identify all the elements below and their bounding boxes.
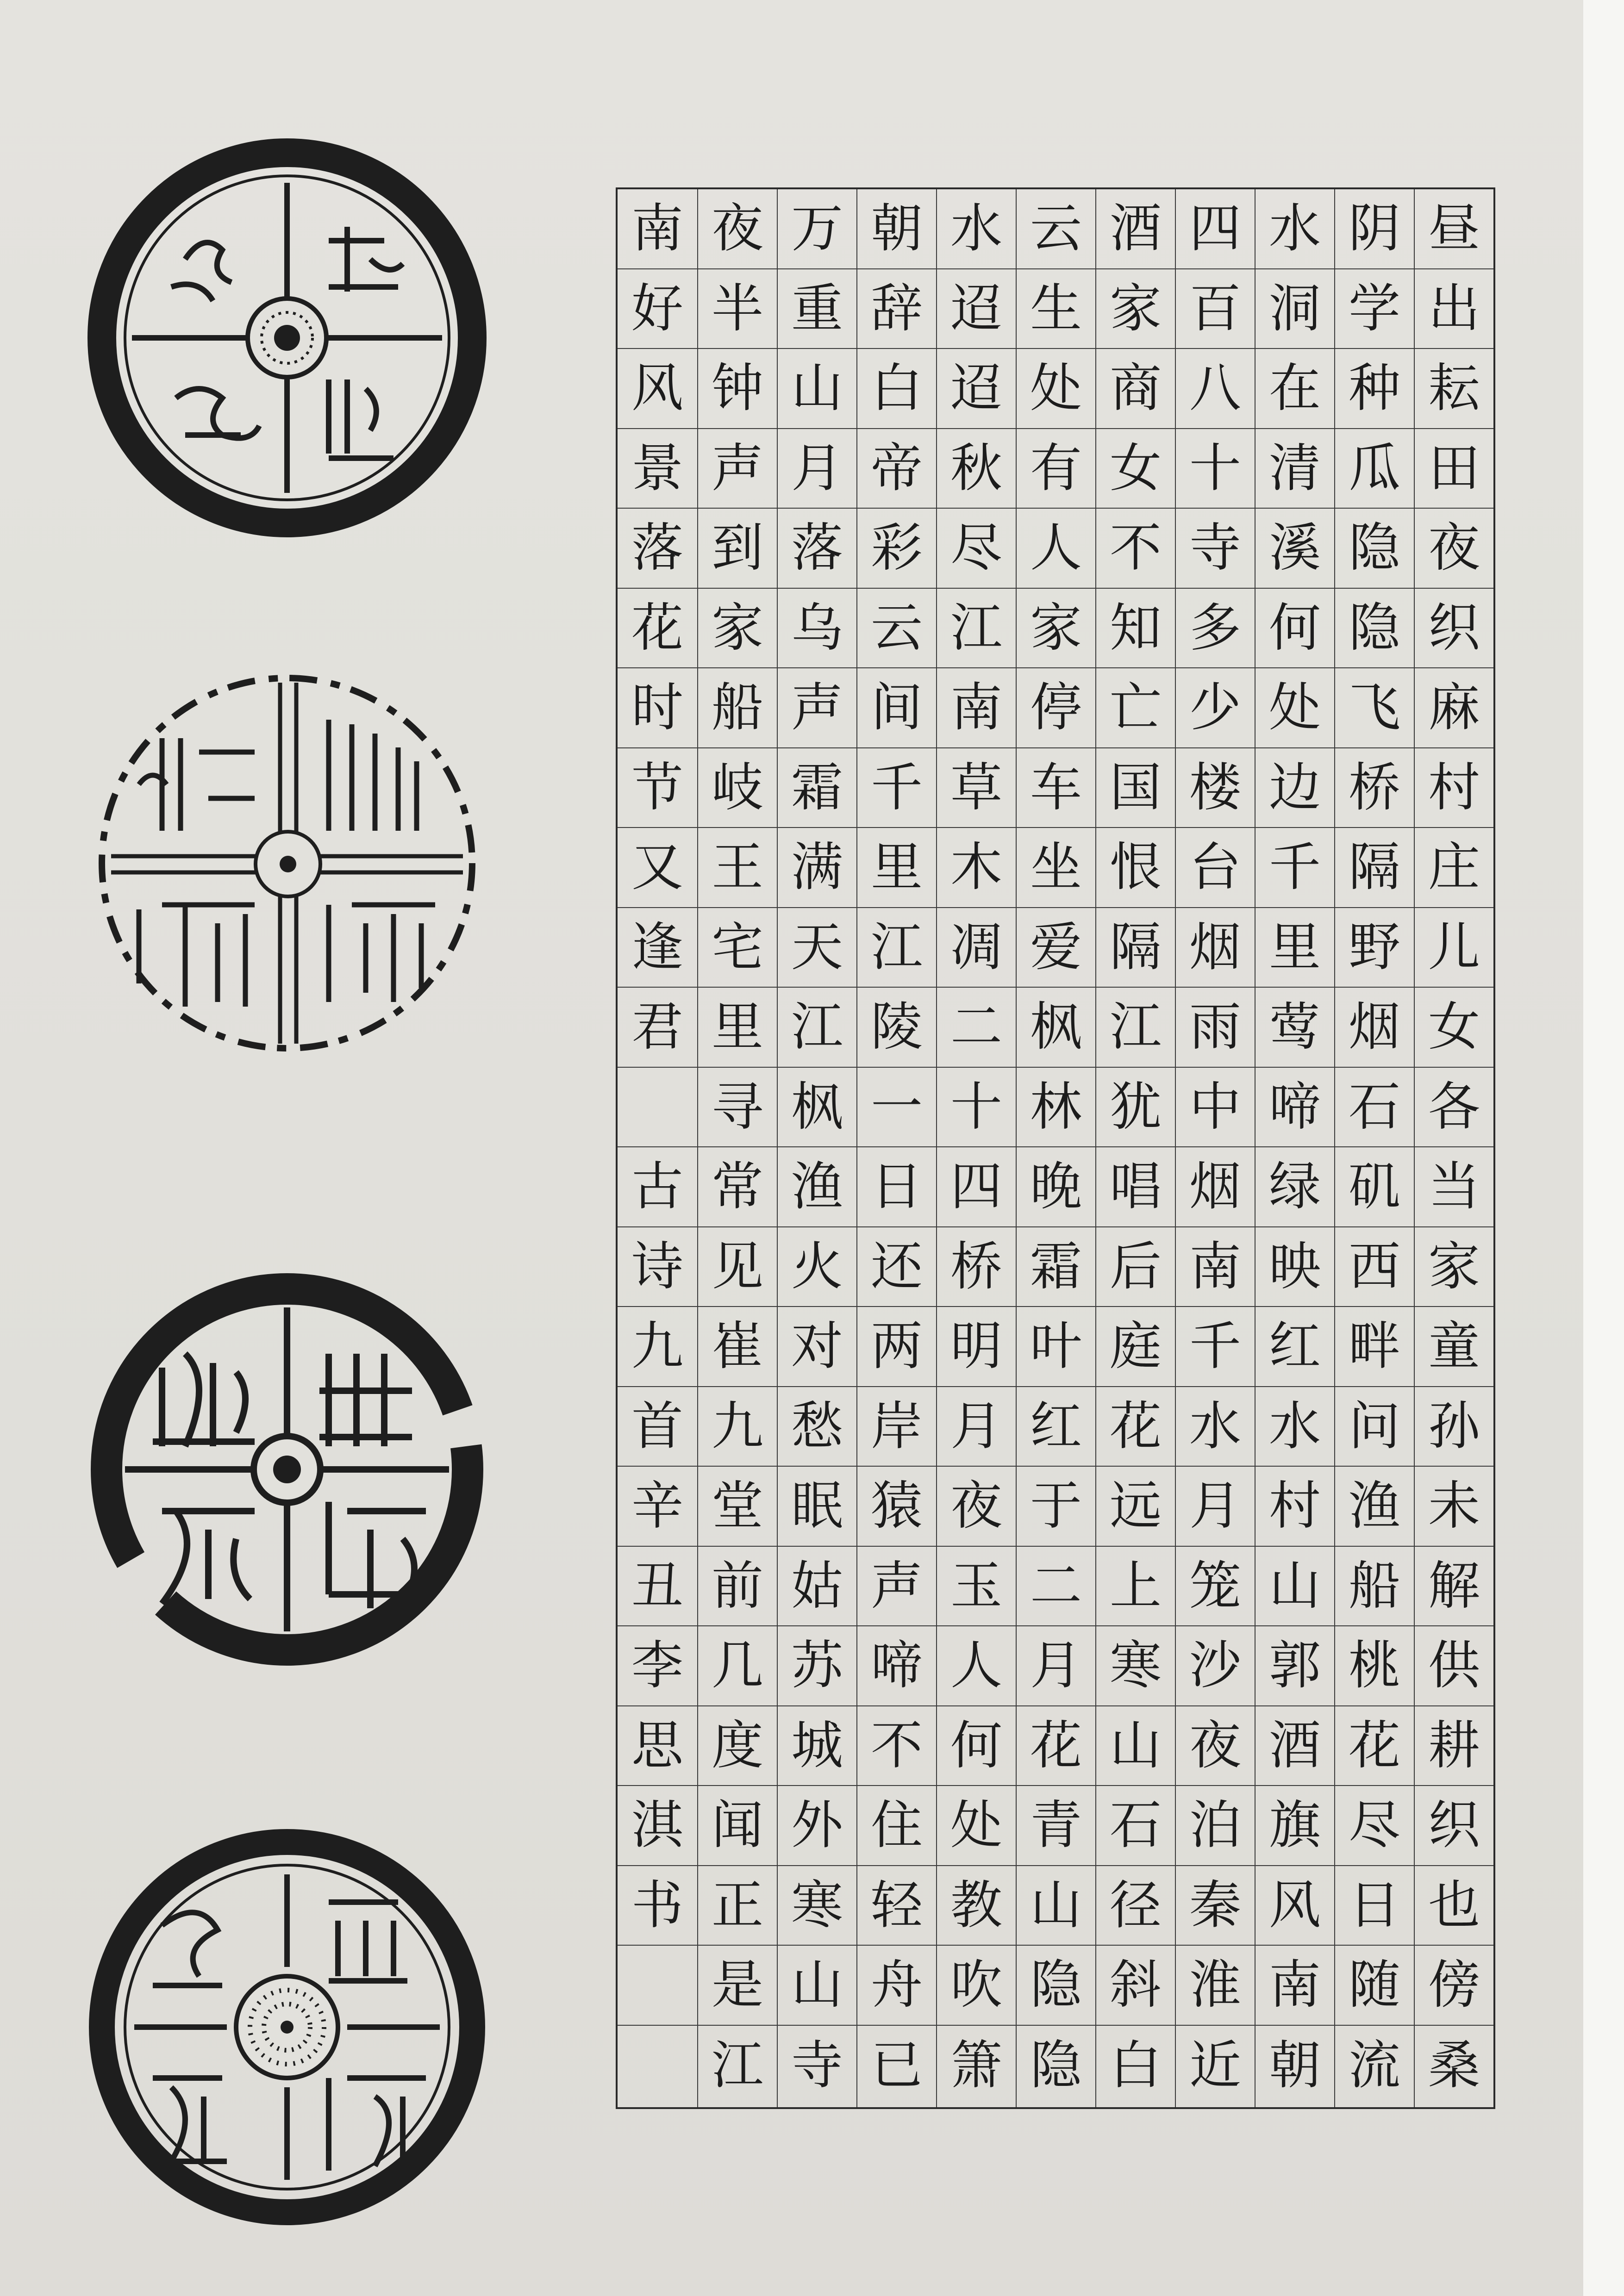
grid-cell: 九 [618, 1307, 697, 1387]
grid-cell: 辛 [618, 1467, 697, 1547]
grid-cell: 九 [698, 1387, 777, 1467]
grid-cell: 白 [857, 349, 936, 429]
grid-cell: 近 [1189, 2035, 1241, 2096]
grid-cell [618, 1068, 697, 1148]
grid-cell: 沙 [1176, 1626, 1255, 1706]
grid-cell: 寒 [778, 1866, 856, 1946]
grid-cell: 径 [1096, 1866, 1175, 1946]
grid-cell: 飞 [1335, 668, 1414, 748]
grid-cell: 晚 [1017, 1147, 1095, 1227]
grid-cell: 桃 [1335, 1626, 1414, 1706]
grid-cell: 木 [937, 828, 1016, 908]
grid-cell: 日 [857, 1147, 936, 1227]
grid-cell: 村 [1415, 748, 1493, 828]
grid-cell: 随 [1335, 1946, 1414, 2026]
seal-2-image [69, 646, 509, 1085]
grid-cell: 时 [618, 668, 697, 748]
grid-cell: 还 [857, 1227, 936, 1307]
grid-cell: 猿 [857, 1467, 936, 1547]
grid-cell: 玉 [937, 1547, 1016, 1627]
grid-cell: 夜 [937, 1467, 1016, 1547]
grid-column [777, 189, 856, 2107]
grid-cell: 山 [778, 349, 856, 429]
grid-cell: 城 [778, 1706, 856, 1786]
grid-cell: 又 [618, 828, 697, 908]
grid-cell: 隐 [1335, 509, 1414, 589]
grid-cell: 家 [698, 589, 777, 669]
grid-cell: 阴 [1335, 189, 1414, 269]
grid-cell: 桥 [1335, 748, 1414, 828]
grid-cell: 家 [1415, 1227, 1493, 1307]
grid-cell: 天 [778, 908, 856, 988]
grid-cell: 落 [618, 509, 697, 589]
grid-cell: 枫 [1017, 988, 1095, 1068]
grid-cell: 千 [1255, 828, 1334, 908]
grid-cell: 庄 [1415, 828, 1493, 908]
grid-cell: 生 [1017, 269, 1095, 349]
grid-cell: 陵 [857, 988, 936, 1068]
grid-cell: 云 [1017, 189, 1095, 269]
grid-cell: 洞 [1255, 269, 1334, 349]
grid-cell: 渔 [1335, 1467, 1414, 1547]
grid-cell: 两 [857, 1307, 936, 1387]
grid-cell: 庭 [1096, 1307, 1175, 1387]
grid-cell: 恨 [1096, 828, 1175, 908]
grid-cell: 家 [1017, 589, 1095, 669]
grid-cell: 郭 [1255, 1626, 1334, 1706]
grid-cell: 西 [1335, 1227, 1414, 1307]
grid-cell: 啼 [857, 1626, 936, 1706]
grid-cell: 处 [1255, 668, 1334, 748]
grid-cell: 书 [618, 1866, 697, 1946]
grid-cell: 明 [937, 1307, 1016, 1387]
grid-cell: 岐 [698, 748, 777, 828]
grid-cell: 南 [1255, 1946, 1334, 2026]
grid-cell: 好 [618, 269, 697, 349]
grid-cell: 供 [1415, 1626, 1493, 1706]
grid-column [1334, 189, 1414, 2107]
grid-cell: 车 [1017, 748, 1095, 828]
grid-cell: 处 [937, 1786, 1016, 1866]
grid-column [936, 189, 1016, 2107]
grid-cell: 姑 [778, 1547, 856, 1627]
grid-cell: 酒 [1096, 189, 1175, 269]
grid-cell: 声 [857, 1547, 936, 1627]
grid-cell: 秦 [1176, 1866, 1255, 1946]
grid-cell: 傍 [1415, 1946, 1493, 2026]
grid-cell: 风 [1255, 1866, 1334, 1946]
grid-cell: 林 [1017, 1068, 1095, 1148]
grid-cell: 宅 [698, 908, 777, 988]
grid-cell: 麻 [1415, 668, 1493, 748]
grid-cell: 处 [1017, 349, 1095, 429]
grid-cell: 山 [1096, 1706, 1175, 1786]
grid-cell: 桥 [937, 1227, 1016, 1307]
grid-cell: 岸 [857, 1387, 936, 1467]
grid-cell: 愁 [778, 1387, 856, 1467]
grid-cell: 箫 [950, 2035, 1002, 2096]
grid-cell: 夜 [698, 189, 777, 269]
grid-cell: 外 [778, 1786, 856, 1866]
grid-cell: 帝 [857, 429, 936, 509]
grid-cell: 水 [1255, 1387, 1334, 1467]
grid-column [1255, 189, 1334, 2107]
grid-cell: 畔 [1335, 1307, 1414, 1387]
seal-1-image [69, 120, 509, 560]
grid-cell: 当 [1415, 1147, 1493, 1227]
grid-cell: 人 [1017, 509, 1095, 589]
grid-cell: 尽 [937, 509, 1016, 589]
grid-cell: 叶 [1017, 1307, 1095, 1387]
grid-cell: 里 [1255, 908, 1334, 988]
grid-cell: 有 [1017, 429, 1095, 509]
grid-cell: 是 [698, 1946, 777, 2026]
seal-3-image [69, 1252, 509, 1692]
grid-cell: 儿 [1415, 908, 1493, 988]
grid-cell: 江 [778, 988, 856, 1068]
grid-cell: 隐 [1017, 1946, 1095, 2026]
grid-cell: 矶 [1335, 1147, 1414, 1227]
grid-cell: 人 [937, 1626, 1016, 1706]
grid-cell: 水 [937, 189, 1016, 269]
grid-cell: 寻 [698, 1068, 777, 1148]
grid-cell: 也 [1415, 1866, 1493, 1946]
grid-cell: 寺 [791, 2035, 843, 2096]
grid-cell: 万 [778, 189, 856, 269]
grid-cell: 里 [857, 828, 936, 908]
grid-cell: 火 [778, 1227, 856, 1307]
grid-cell: 轻 [857, 1866, 936, 1946]
grid-cell: 对 [778, 1307, 856, 1387]
grid-cell: 李 [618, 1626, 697, 1706]
grid-cell: 在 [1255, 349, 1334, 429]
grid-cell: 霜 [778, 748, 856, 828]
seal-4-image [69, 1810, 509, 2249]
grid-cell: 后 [1096, 1227, 1175, 1307]
grid-cell: 景 [618, 429, 697, 509]
grid-cell: 正 [698, 1866, 777, 1946]
calligraphy-grid [616, 187, 1495, 2109]
grid-cell: 隐 [1030, 2035, 1082, 2096]
grid-cell: 不 [1096, 509, 1175, 589]
grid-cell: 山 [1255, 1547, 1334, 1627]
grid-cell: 耕 [1415, 1706, 1493, 1786]
grid-cell: 莺 [1255, 988, 1334, 1068]
grid-cell: 各 [1415, 1068, 1493, 1148]
grid-cell: 诗 [618, 1227, 697, 1307]
grid-cell: 花 [1096, 1387, 1175, 1467]
grid-cell: 清 [1255, 429, 1334, 509]
grid-cell: 绿 [1255, 1147, 1334, 1227]
grid-cell: 映 [1255, 1227, 1334, 1307]
grid-cell: 多 [1176, 589, 1255, 669]
grid-cell: 水 [1255, 189, 1334, 269]
grid-cell [618, 1946, 697, 2026]
grid-cell: 种 [1335, 349, 1414, 429]
grid-cell: 枫 [778, 1068, 856, 1148]
grid-cell: 夜 [1176, 1706, 1255, 1786]
grid-cell: 童 [1415, 1307, 1493, 1387]
grid-cell: 江 [1096, 988, 1175, 1068]
grid-cell: 淮 [1176, 1946, 1255, 2026]
grid-cell: 日 [1335, 1866, 1414, 1946]
grid-column [697, 189, 777, 2107]
grid-cell: 南 [1176, 1227, 1255, 1307]
grid-cell: 家 [1096, 269, 1175, 349]
grid-cell: 寺 [1176, 509, 1255, 589]
grid-cell: 首 [618, 1387, 697, 1467]
grid-cell: 隔 [1335, 828, 1414, 908]
grid-cell: 尽 [1335, 1786, 1414, 1866]
grid-cell: 啼 [1255, 1068, 1334, 1148]
grid-cell: 花 [1335, 1706, 1414, 1786]
grid-cell: 停 [1017, 668, 1095, 748]
grid-cell: 辞 [857, 269, 936, 349]
grid-cell: 秋 [937, 429, 1016, 509]
grid-cell: 桑 [1428, 2035, 1480, 2096]
grid-cell: 前 [698, 1547, 777, 1627]
grid-cell: 王 [698, 828, 777, 908]
grid-cell: 风 [618, 349, 697, 429]
grid-cell: 花 [1017, 1706, 1095, 1786]
grid-cell: 上 [1096, 1547, 1175, 1627]
grid-cell: 笼 [1176, 1547, 1255, 1627]
grid-cell: 半 [698, 269, 777, 349]
grid-cell: 淇 [618, 1786, 697, 1866]
grid-cell: 崔 [698, 1307, 777, 1387]
grid-cell: 吹 [937, 1946, 1016, 2026]
grid-cell: 烟 [1176, 1147, 1255, 1227]
grid-cell: 一 [857, 1068, 936, 1148]
grid-cell: 织 [1415, 589, 1493, 669]
grid-cell: 瓜 [1335, 429, 1414, 509]
grid-cell: 船 [698, 668, 777, 748]
grid-cell: 烟 [1176, 908, 1255, 988]
grid-cell: 织 [1415, 1786, 1493, 1866]
grid-cell: 十 [1176, 429, 1255, 509]
grid-cell: 寒 [1096, 1626, 1175, 1706]
grid-column [1095, 189, 1175, 2107]
grid-cell: 解 [1415, 1547, 1493, 1627]
grid-cell: 已 [871, 2035, 923, 2096]
grid-cell: 斜 [1096, 1946, 1175, 2026]
grid-cell: 南 [937, 668, 1016, 748]
grid-column [1175, 189, 1255, 2107]
grid-cell: 迢 [937, 269, 1016, 349]
grid-cell: 凋 [937, 908, 1016, 988]
grid-cell: 隐 [1335, 589, 1414, 669]
grid-cell: 彩 [857, 509, 936, 589]
grid-cell: 云 [857, 589, 936, 669]
grid-cell: 乌 [778, 589, 856, 669]
grid-cell: 住 [857, 1786, 936, 1866]
grid-cell: 犹 [1096, 1068, 1175, 1148]
grid-cell: 孙 [1415, 1387, 1493, 1467]
grid-cell: 国 [1096, 748, 1175, 828]
grid-cell: 月 [1017, 1626, 1095, 1706]
grid-cell: 节 [618, 748, 697, 828]
grid-cell: 月 [778, 429, 856, 509]
grid-cell: 野 [1335, 908, 1414, 988]
grid-cell: 山 [778, 1946, 856, 2026]
grid-cell: 霜 [1017, 1227, 1095, 1307]
grid-cell: 石 [1335, 1068, 1414, 1148]
grid-cell: 花 [618, 589, 697, 669]
grid-cell: 江 [857, 908, 936, 988]
grid-cell: 朝 [857, 189, 936, 269]
grid-cell: 青 [1017, 1786, 1095, 1866]
grid-cell: 声 [778, 668, 856, 748]
grid-cell: 泊 [1176, 1786, 1255, 1866]
grid-cell: 远 [1096, 1467, 1175, 1547]
grid-column [1414, 189, 1493, 2107]
grid-cell: 山 [1017, 1866, 1095, 1946]
grid-cell: 见 [698, 1227, 777, 1307]
grid-cell: 台 [1176, 828, 1255, 908]
grid-cell: 酒 [1255, 1706, 1334, 1786]
grid-cell: 知 [1096, 589, 1175, 669]
grid-cell: 千 [857, 748, 936, 828]
grid-cell: 逢 [618, 908, 697, 988]
grid-cell: 月 [1176, 1467, 1255, 1547]
grid-cell [618, 2026, 697, 2106]
grid-cell: 落 [778, 509, 856, 589]
grid-cell: 烟 [1335, 988, 1414, 1068]
grid-cell: 中 [1176, 1068, 1255, 1148]
grid-cell: 何 [937, 1706, 1016, 1786]
grid-cell: 重 [778, 269, 856, 349]
grid-cell: 舟 [857, 1946, 936, 2026]
grid-cell: 间 [857, 668, 936, 748]
grid-cell: 教 [937, 1866, 1016, 1946]
grid-cell: 君 [618, 988, 697, 1068]
grid-cell: 百 [1176, 269, 1255, 349]
grid-column [856, 189, 936, 2107]
grid-cell: 边 [1255, 748, 1334, 828]
grid-cell: 亡 [1096, 668, 1175, 748]
grid-cell: 朝 [1269, 2035, 1321, 2096]
grid-cell: 流 [1349, 2035, 1400, 2096]
grid-cell: 女 [1415, 988, 1493, 1068]
grid-cell: 声 [698, 429, 777, 509]
grid-cell: 学 [1335, 269, 1414, 349]
grid-cell: 不 [857, 1706, 936, 1786]
grid-cell: 商 [1096, 349, 1175, 429]
grid-cell: 溪 [1255, 509, 1334, 589]
grid-cell: 雨 [1176, 988, 1255, 1068]
grid-column [618, 189, 697, 2107]
grid-cell: 江 [712, 2035, 763, 2096]
grid-cell: 田 [1415, 429, 1493, 509]
grid-cell: 到 [698, 509, 777, 589]
grid-cell: 隔 [1096, 908, 1175, 988]
grid-cell: 草 [937, 748, 1016, 828]
grid-cell: 问 [1335, 1387, 1414, 1467]
grid-cell: 十 [937, 1068, 1016, 1148]
grid-cell: 里 [698, 988, 777, 1068]
grid-cell: 石 [1096, 1786, 1175, 1866]
grid-cell: 坐 [1017, 828, 1095, 908]
grid-cell: 八 [1176, 349, 1255, 429]
grid-cell: 水 [1176, 1387, 1255, 1467]
grid-cell: 钟 [698, 349, 777, 429]
grid-cell: 船 [1335, 1547, 1414, 1627]
grid-cell: 闻 [698, 1786, 777, 1866]
grid-cell: 千 [1176, 1307, 1255, 1387]
paper-edge [1583, 0, 1624, 2296]
grid-cell: 思 [618, 1706, 697, 1786]
seal-column [69, 120, 509, 2249]
grid-cell: 几 [698, 1626, 777, 1706]
grid-cell: 唱 [1096, 1147, 1175, 1227]
grid-cell: 渔 [778, 1147, 856, 1227]
grid-cell: 爱 [1017, 908, 1095, 988]
grid-cell: 度 [698, 1706, 777, 1786]
grid-cell: 红 [1017, 1387, 1095, 1467]
grid-cell: 堂 [698, 1467, 777, 1547]
grid-cell: 旗 [1255, 1786, 1334, 1866]
grid-cell: 女 [1096, 429, 1175, 509]
grid-cell: 四 [937, 1147, 1016, 1227]
grid-cell: 楼 [1176, 748, 1255, 828]
grid-cell: 满 [778, 828, 856, 908]
grid-cell: 四 [1176, 189, 1255, 269]
grid-cell: 二 [1017, 1547, 1095, 1627]
grid-cell: 二 [937, 988, 1016, 1068]
grid-cell: 少 [1176, 668, 1255, 748]
grid-cell: 昼 [1415, 189, 1493, 269]
grid-cell: 村 [1255, 1467, 1334, 1547]
grid-cell: 迢 [937, 349, 1016, 429]
grid-cell: 常 [698, 1147, 777, 1227]
grid-cell: 古 [618, 1147, 697, 1227]
grid-cell: 于 [1017, 1467, 1095, 1547]
grid-cell: 出 [1415, 269, 1493, 349]
grid-cell: 苏 [778, 1626, 856, 1706]
grid-cell: 耘 [1415, 349, 1493, 429]
grid-cell: 何 [1255, 589, 1334, 669]
grid-cell: 南 [618, 189, 697, 269]
grid-cell: 眠 [778, 1467, 856, 1547]
grid-cell: 未 [1415, 1467, 1493, 1547]
grid-cell: 月 [937, 1387, 1016, 1467]
grid-cell: 江 [937, 589, 1016, 669]
grid-cell: 丑 [618, 1547, 697, 1627]
grid-cell: 红 [1255, 1307, 1334, 1387]
grid-cell: 白 [1110, 2035, 1162, 2096]
grid-column [1016, 189, 1095, 2107]
grid-cell: 夜 [1415, 509, 1493, 589]
